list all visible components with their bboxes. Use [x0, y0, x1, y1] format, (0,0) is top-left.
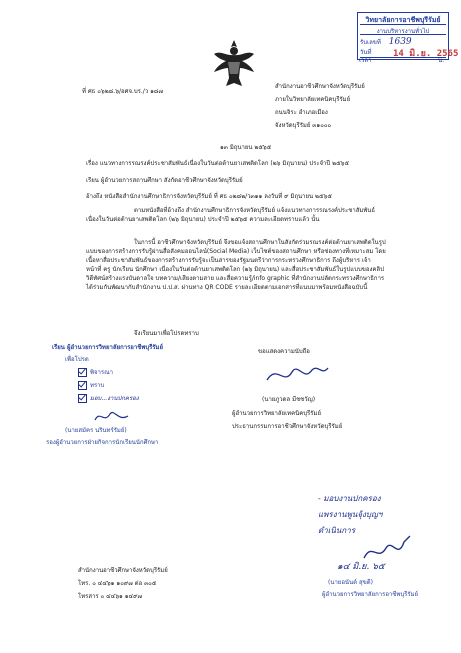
sender-line: สำนักงานอาชีวศึกษาจังหวัดบุรีรัมย์ [275, 83, 365, 90]
signer-name: (นายภูวดล มีชชวัญ) [262, 396, 316, 403]
footer-phone: โทร. ๐ ๔๔๖๑ ๑๐๙๗ ต่อ ๓๐๕ [78, 580, 157, 587]
sender-line: ภายในวิทยาลัยเทคนิคบุรีรัมย์ [275, 96, 351, 103]
handwritten-line: ดำเนินการ [318, 526, 355, 535]
sender-line: จังหวัดบุรีรัมย์ ๓๑๐๐๐ [275, 122, 332, 129]
paragraph-1: ตามหนังสือที่อ้างถึง สำนักงานศึกษาธิการจังหวัดบุรีรัมย์ แจ้งแนวทางการรณรงค์ประชาสัมพันธ์เนื่องในวันต่อต้านยาเสพติดโลก (๒๖ มิถุนายน) ประจำปี ๒๕๖๕ ความละเอียดทราบแล้ว นั้น [86, 207, 376, 223]
document-date: ๑๓ มิถุนายน ๒๕๖๕ [220, 144, 272, 151]
stamp-dept: งานบริหารงานทั่วไป [376, 28, 430, 35]
check-icon [78, 368, 87, 377]
handwritten-line: - มอบงานปกครอง [318, 494, 381, 503]
handwritten-date: ๑๔ มิ.ย. ๖๕ [337, 562, 385, 572]
annotation-signer-title: รองผู้อำนวยการฝ่ายกิจการนักเรียนนักศึกษา [46, 439, 159, 446]
stamp-time-suffix: น. [438, 57, 445, 64]
annotation-recipient: เรียน ผู้อำนวยการวิทยาลัยการอาชีพบุรีรัมย์ [52, 344, 164, 351]
annotation-signer-name: (นายสมัคร นรินทร์รัมย์) [65, 427, 127, 434]
director-signature-mark [360, 532, 420, 566]
subject-line: เรื่อง แนวทางการรณรงค์ประชาสัมพันธ์เนื่องในวันต่อต้านยาเสพติดโลก (๒๖ มิถุนายน) ประจำปี ๒๕๖๕ [86, 160, 349, 167]
director-title: ผู้อำนวยการวิทยาลัยการอาชีพบุรีรัมย์ [322, 591, 419, 598]
signer-title: ผู้อำนวยการวิทยาลัยเทคนิคบุรีรัมย์ [232, 410, 321, 417]
director-name: (นายอนันต์ สุขดี) [328, 579, 373, 586]
annotation-purpose: เพื่อโปรด [65, 356, 89, 363]
sender-line: ถนนจิระ อำเภอเมือง [275, 109, 328, 116]
check-icon [78, 381, 87, 390]
check-icon [78, 394, 87, 403]
regards-text: ขอแสดงความนับถือ [258, 348, 310, 355]
stamp-time-label: เวลา [359, 57, 372, 64]
garuda-emblem-icon [212, 38, 256, 88]
footer-fax: โทรสาร ๐ ๔๔๖๑ ๑๔๙๗ [78, 593, 142, 600]
closing-line: จึงเรียนมาเพื่อโปรดทราบ [134, 330, 199, 337]
stamp-date-value: 14 มิ.ย. 2565 [393, 49, 459, 59]
stamp-org: วิทยาลัยการอาชีพบุรีรัมย์ [365, 16, 441, 24]
checkbox-consider: พิจารณา [78, 368, 113, 377]
signer-title: ประธานกรรมการอาชีวศึกษาจังหวัดบุรีรัมย์ [232, 423, 343, 430]
left-signature-mark [92, 408, 132, 426]
footer-office: สำนักงานอาชีวศึกษาจังหวัดบุรีรัมย์ [78, 567, 168, 574]
stamp-date-label: วันที่ [360, 49, 372, 56]
reference-line: อ้างถึง หนังสือสำนักงานศึกษาธิการจังหวัดบุรีรัมย์ ที่ ศธ ๐๒๘๒/ว๓๑๑ ลงวันที่ ๙ มิถุนายน ๒๕๖๕ [86, 193, 332, 200]
document-number: ที่ ศธ ๐๖๒๘.๖/อศจ.บร./ว ๑๘๗ [82, 88, 164, 95]
recipient-line: เรียน ผู้อำนวยการสถานศึกษา สังกัดอาชีวศึกษาจังหวัดบุรีรัมย์ [86, 177, 243, 184]
paragraph-2: ในการนี้ อาชีวศึกษาจังหวัดบุรีรัมย์ จึงขอแจ้งสถานศึกษาในสังกัดร่วมรณรงค์ต่อต้านยาเสพติดในรูปแบบของการสร้างการรับรู้ผ่านสื่อสังคมออนไลน์(Social Media) เว็บไซต์ของสถานศึกษา หรือช่องทางที่เหมาะสม โดยเนื้อหาสื่อประชาสัมพันธ์ของการสร้างการรับรู้จะเป็นสารของรัฐมนตรีว่าการกระทรวงศึกษาธิการ ถึงผู้บริหาร เจ้าหน้าที่ ครู นักเรียน นักศึกษา เนื่องในวันต่อต้านยาเสพติดโลก (๒๖ มิถุนายน) และสื่อประชาสัมพันธ์ในรูปแบบของคลิปวิดีทัศน์สร้างแรงบันดาลใจ บทความ/เสียงตามสาย และสื่อความรู้/info graphic ที่สำนักงานปลัดกระทรวงศึกษาธิการได้ร่วมกันพัฒนากับสำนักงาน ป.ป.ส. ผ่านทาง QR CODE รายละเอียดตามเอกสารที่แนบมาพร้อมหนังสือฉบับนี้ [86, 239, 386, 291]
checkbox-acknowledge: ทราบ [78, 381, 104, 390]
checkbox-assign: มอบ...งานปกครอง [78, 394, 139, 403]
signature-mark [262, 358, 332, 390]
stamp-recv-label: รับเลขที่ [360, 39, 381, 46]
handwritten-line: แพรงานพูนจุ้งบุญฯ [318, 510, 383, 519]
stamp-recv-number: 1639 [388, 37, 412, 47]
